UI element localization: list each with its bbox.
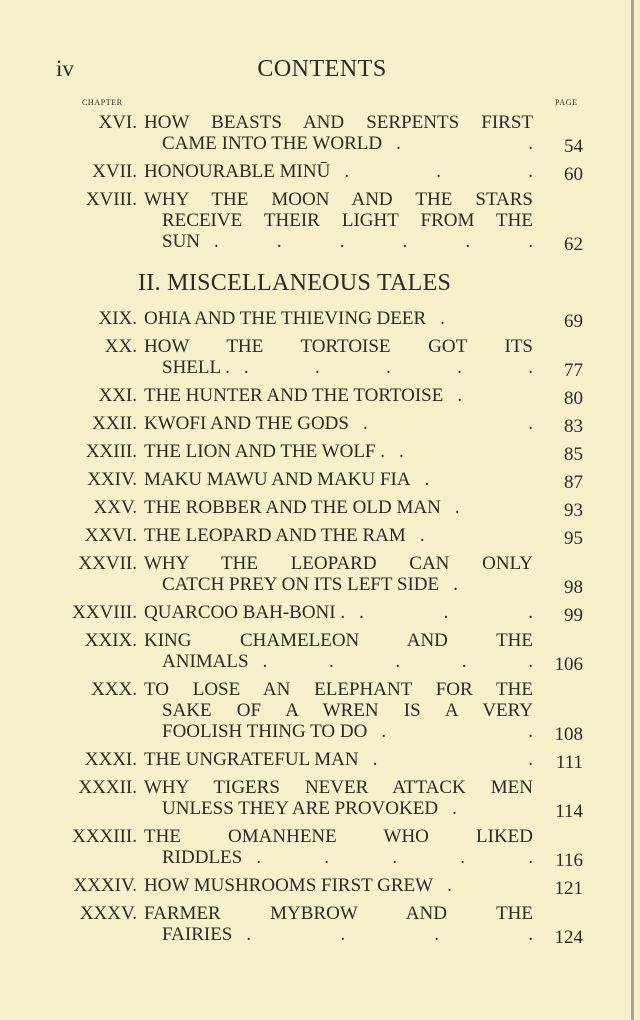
toc-entry-line bbox=[0, 651, 640, 675]
chapter-title-text: TO LOSE AN ELEPHANT FOR THE bbox=[144, 679, 533, 700]
toc-entry-line bbox=[0, 777, 640, 798]
chapter-number: XVI. bbox=[98, 112, 137, 133]
toc-entry-line bbox=[0, 679, 640, 700]
dot-leader: . . . bbox=[359, 602, 533, 623]
chapter-title-last-line bbox=[144, 385, 533, 406]
chapter-number: XX. bbox=[104, 336, 137, 357]
chapter-title-text: UNLESS THEY ARE PROVOKED bbox=[162, 798, 439, 819]
toc-entry bbox=[0, 441, 640, 465]
dot-leader: . bbox=[440, 308, 445, 329]
dot-leader: . bbox=[457, 385, 463, 406]
chapter-title-text: WHY THE LEOPARD CAN ONLY bbox=[144, 553, 533, 574]
chapter-title-text: THE UNGRATEFUL MAN bbox=[144, 749, 359, 770]
chapter-title-last-line bbox=[162, 651, 533, 672]
dot-leader: . . . . . bbox=[262, 651, 533, 672]
page-folio: iv bbox=[56, 56, 74, 81]
page-number: 98 bbox=[564, 577, 583, 598]
toc-entry-line bbox=[0, 231, 640, 255]
chapter-column-label: CHAPTER bbox=[82, 98, 123, 107]
chapter-title-last-line bbox=[144, 413, 533, 434]
toc-entry bbox=[0, 875, 640, 899]
page-number: 85 bbox=[564, 444, 583, 465]
chapter-title-last-line bbox=[144, 525, 533, 546]
chapter-title-text: CAME INTO THE WORLD bbox=[162, 133, 383, 154]
chapter-title-text: HOW BEASTS AND SERPENTS FIRST bbox=[144, 112, 533, 133]
chapter-number: XXXII. bbox=[78, 777, 137, 798]
chapter-title-text: OHIA AND THE THIEVING DEER bbox=[144, 308, 427, 329]
chapter-number: XXVI. bbox=[84, 525, 137, 546]
chapter-title-last-line bbox=[162, 574, 533, 595]
page-number: 121 bbox=[554, 878, 583, 899]
toc-entry bbox=[0, 497, 640, 521]
dot-leader: . . bbox=[372, 749, 533, 770]
toc-entry-line bbox=[0, 497, 640, 521]
chapter-title-text: RIDDLES bbox=[162, 847, 243, 868]
chapter-title-text: WHY TIGERS NEVER ATTACK MEN bbox=[144, 777, 533, 798]
chapter-title-last-line bbox=[144, 602, 533, 623]
page-number: 108 bbox=[554, 724, 583, 745]
toc-entry-line bbox=[0, 924, 640, 948]
page-number: 95 bbox=[564, 528, 583, 549]
toc-entry-line bbox=[0, 875, 640, 899]
toc-entry-line bbox=[0, 441, 640, 465]
dot-leader: . bbox=[419, 525, 425, 546]
page-number: 77 bbox=[564, 360, 583, 381]
chapter-title-text: SAKE OF A WREN IS A VERY bbox=[162, 700, 533, 721]
dot-leader: . . bbox=[362, 413, 533, 434]
toc-entry-line bbox=[0, 553, 640, 574]
dot-leader: . . . . . bbox=[243, 357, 533, 378]
toc-entry bbox=[0, 749, 640, 773]
chapter-title-text: HONOURABLE MINŪ bbox=[144, 161, 331, 182]
toc-entry bbox=[0, 903, 640, 948]
toc-entry bbox=[0, 336, 640, 381]
toc-entry bbox=[0, 525, 640, 549]
toc-entry-line bbox=[0, 413, 640, 437]
chapter-number: XXX. bbox=[91, 679, 137, 700]
dot-leader: . bbox=[454, 497, 460, 518]
chapter-number: XXI. bbox=[98, 385, 137, 406]
chapter-number: XXIII. bbox=[85, 441, 137, 462]
chapter-title-text: MAKU MAWU AND MAKU FIA bbox=[144, 469, 411, 490]
page-number: 83 bbox=[564, 416, 583, 437]
chapter-title-text: KING CHAMELEON AND THE bbox=[144, 630, 533, 651]
toc-entry-line bbox=[0, 308, 640, 332]
toc-entry-line bbox=[0, 847, 640, 871]
page-number: 111 bbox=[555, 752, 583, 773]
chapter-number: XVII. bbox=[92, 161, 137, 182]
chapter-title-text: THE LION AND THE WOLF . bbox=[144, 441, 385, 462]
dot-leader: . . bbox=[381, 721, 533, 742]
chapter-title-text: HOW THE TORTOISE GOT ITS bbox=[144, 336, 533, 357]
page-number: 87 bbox=[564, 472, 583, 493]
toc-entry bbox=[0, 112, 640, 157]
chapter-title-text: THE LEOPARD AND THE RAM bbox=[144, 525, 406, 546]
page-number: 93 bbox=[564, 500, 583, 521]
chapter-title-last-line bbox=[144, 161, 533, 182]
page-number: 116 bbox=[555, 850, 583, 871]
dot-leader: . bbox=[424, 469, 430, 490]
chapter-title-text: HOW MUSHROOMS FIRST GREW bbox=[144, 875, 434, 896]
toc-entry-line bbox=[0, 189, 640, 210]
toc-entry bbox=[0, 826, 640, 871]
section-heading: II. MISCELLANEOUS TALES bbox=[138, 270, 452, 296]
chapter-title-text: THE HUNTER AND THE TORTOISE bbox=[144, 385, 444, 406]
dot-leader: . . . . . bbox=[256, 847, 533, 868]
chapter-title-text: THE OMANHENE WHO LIKED bbox=[144, 826, 533, 847]
chapter-title-last-line bbox=[144, 441, 533, 462]
toc-entry bbox=[0, 469, 640, 493]
dot-leader: . bbox=[447, 875, 452, 896]
toc-entry bbox=[0, 630, 640, 675]
chapter-title-last-line bbox=[144, 497, 533, 518]
toc-entry bbox=[0, 385, 640, 409]
chapter-title-last-line bbox=[144, 469, 533, 490]
chapter-title-text: FAIRIES bbox=[162, 924, 233, 945]
toc-entry-line bbox=[0, 357, 640, 381]
page-title: CONTENTS bbox=[257, 56, 387, 82]
toc-entry-line bbox=[0, 469, 640, 493]
page-number: 62 bbox=[564, 234, 583, 255]
toc-entry bbox=[0, 161, 640, 185]
table-of-contents bbox=[0, 112, 640, 952]
toc-entry-line bbox=[0, 385, 640, 409]
toc-entry-line bbox=[0, 210, 640, 231]
toc-entry-line bbox=[0, 112, 640, 133]
toc-entry-line bbox=[0, 574, 640, 598]
chapter-title-last-line bbox=[162, 133, 533, 154]
chapter-title-last-line bbox=[162, 847, 533, 868]
toc-entry bbox=[0, 777, 640, 822]
chapter-number: XXVII. bbox=[78, 553, 137, 574]
chapter-number: XXXIII. bbox=[72, 826, 137, 847]
chapter-number: XXXIV. bbox=[73, 875, 137, 896]
chapter-number: XXXV. bbox=[79, 903, 137, 924]
chapter-title-last-line bbox=[162, 357, 533, 378]
chapter-title-text: RECEIVE THEIR LIGHT FROM THE bbox=[162, 210, 533, 231]
dot-leader: . . bbox=[396, 133, 533, 154]
chapter-title-last-line bbox=[162, 231, 533, 252]
chapter-title-text: SHELL . bbox=[162, 357, 230, 378]
page-number: 60 bbox=[564, 164, 583, 185]
chapter-title-text: CATCH PREY ON ITS LEFT SIDE bbox=[162, 574, 440, 595]
toc-entry-line bbox=[0, 133, 640, 157]
page-number: 124 bbox=[554, 927, 583, 948]
chapter-title-last-line bbox=[144, 875, 533, 896]
chapter-title-last-line bbox=[144, 308, 533, 329]
chapter-number: XXVIII. bbox=[72, 602, 137, 623]
toc-entry-line bbox=[0, 161, 640, 185]
toc-entry-line bbox=[0, 826, 640, 847]
toc-entry bbox=[0, 553, 640, 598]
chapter-title-text: ANIMALS bbox=[162, 651, 249, 672]
chapter-number: XVIII. bbox=[85, 189, 137, 210]
toc-entry-line bbox=[0, 336, 640, 357]
dot-leader: . bbox=[452, 798, 457, 819]
chapter-title-last-line bbox=[162, 798, 533, 819]
chapter-number: XXXI. bbox=[84, 749, 137, 770]
page-number: 106 bbox=[554, 654, 583, 675]
toc-entry bbox=[0, 308, 640, 332]
chapter-title-text: SUN bbox=[162, 231, 201, 252]
toc-entry bbox=[0, 189, 640, 255]
chapter-number: XXIX. bbox=[84, 630, 137, 651]
chapter-title-text: FOOLISH THING TO DO bbox=[162, 721, 368, 742]
page-number: 80 bbox=[564, 388, 583, 409]
toc-entry-line bbox=[0, 602, 640, 626]
page-column-label: PAGE bbox=[555, 98, 578, 107]
chapter-title-text: KWOFI AND THE GODS bbox=[144, 413, 349, 434]
toc-entry-line bbox=[0, 749, 640, 773]
page-number: 54 bbox=[564, 136, 583, 157]
toc-entry-line bbox=[0, 721, 640, 745]
chapter-title-text: FARMER MYBROW AND THE bbox=[144, 903, 533, 924]
toc-entry-line bbox=[0, 525, 640, 549]
chapter-number: XXII. bbox=[92, 413, 137, 434]
chapter-number: XIX. bbox=[98, 308, 137, 329]
toc-entry-line bbox=[0, 798, 640, 822]
dot-leader: . . . . . . bbox=[214, 231, 533, 252]
chapter-title-text: THE ROBBER AND THE OLD MAN bbox=[144, 497, 441, 518]
chapter-title-text: QUARCOO BAH-BONI . bbox=[144, 602, 346, 623]
chapter-title-text: WHY THE MOON AND THE STARS bbox=[144, 189, 533, 210]
chapter-number: XXIV. bbox=[87, 469, 137, 490]
toc-entry bbox=[0, 413, 640, 437]
page-number: 114 bbox=[555, 801, 583, 822]
dot-leader: . . . . bbox=[246, 924, 533, 945]
dot-leader: . bbox=[399, 441, 404, 462]
page-number: 99 bbox=[564, 605, 583, 626]
chapter-number: XXV. bbox=[93, 497, 137, 518]
dot-leader: . bbox=[453, 574, 458, 595]
chapter-title-last-line bbox=[162, 924, 533, 945]
toc-entry bbox=[0, 602, 640, 626]
toc-entry bbox=[0, 679, 640, 745]
dot-leader: . . . bbox=[344, 161, 533, 182]
toc-entry-line bbox=[0, 700, 640, 721]
chapter-title-last-line bbox=[162, 721, 533, 742]
toc-entry-line bbox=[0, 903, 640, 924]
toc-entry-line bbox=[0, 630, 640, 651]
chapter-title-last-line bbox=[144, 749, 533, 770]
page-number: 69 bbox=[564, 311, 583, 332]
